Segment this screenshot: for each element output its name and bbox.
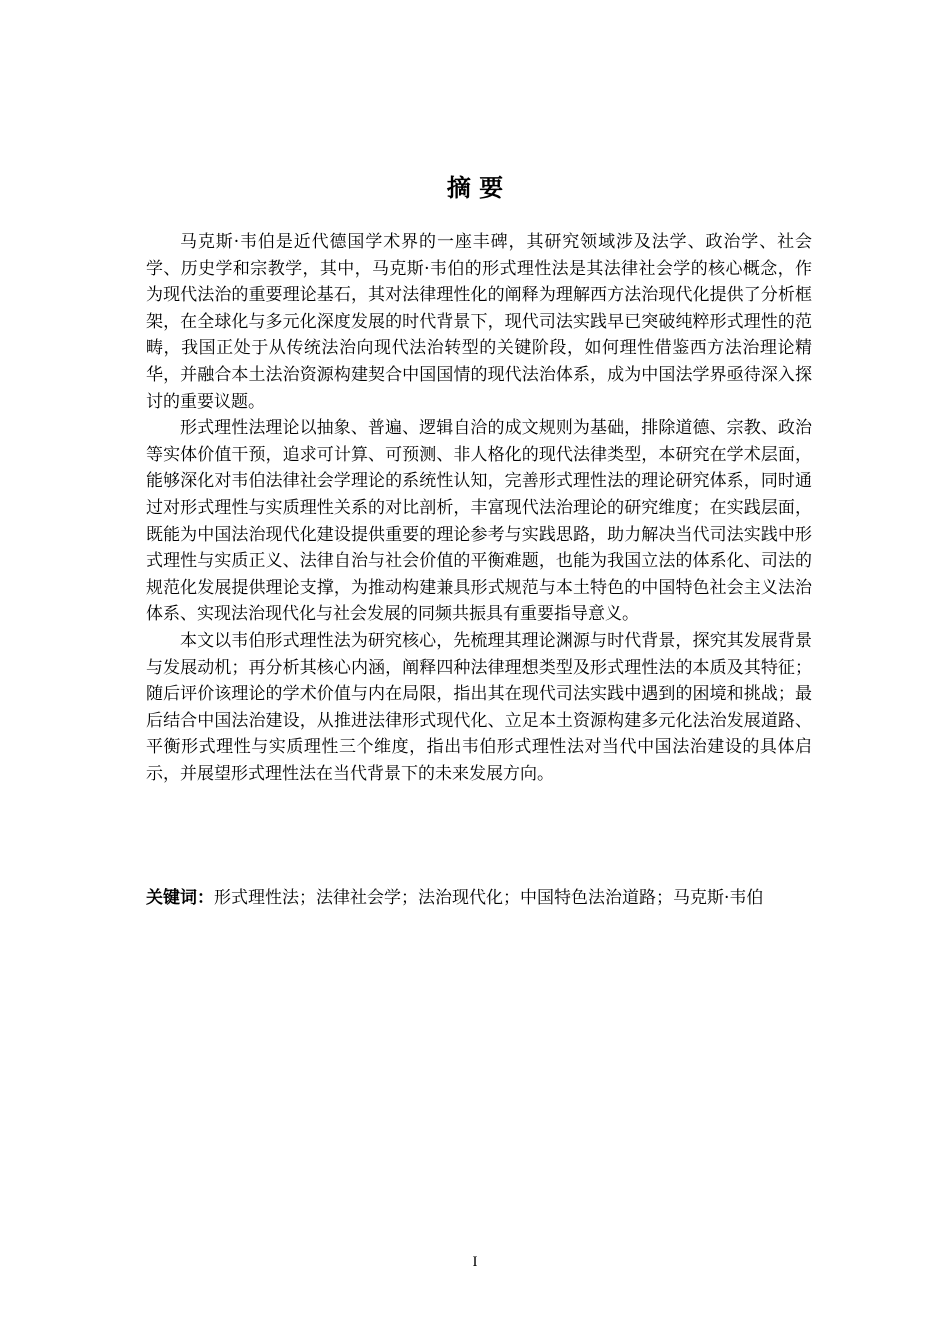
page-number: I bbox=[472, 1254, 478, 1270]
keywords-label: 关键词： bbox=[146, 888, 214, 908]
abstract-title: 摘 要 bbox=[446, 174, 504, 202]
abstract-paragraph-2: 形式理性法理论以抽象、普遍、逻辑自洽的成文规则为基础，排除道德、宗教、政治等实体价值干预，追求可计算、可预测、非人格化的现代法律类型，本研究在学术层面，能够深化对韦伯法律社会学理论的系统性认知，完善形式理性法的理论研究体系，同时通过对形式理性与实质理性关系的对比剖析，丰富现代法治理论的研究维度；在实践层面，既能为中国法治现代化建设提供重要的理论参考与实践思路，助力解决当代司法实践中形式理性与实质正义、法律自治与社会价值的平衡难题，也能为我国立法的体系化、司法的规范化发展提供理论支撑，为推动构建兼具形式规范与本土特色的中国特色社会主义法治体系、实现法治现代化与社会发展的同频共振具有重要指导意义。 bbox=[146, 418, 812, 625]
keywords-line bbox=[146, 885, 812, 912]
keywords-text: 形式理性法；法律社会学；法治现代化；中国特色法治道路；马克斯·韦伯 bbox=[214, 888, 764, 908]
abstract-paragraph-1: 马克斯·韦伯是近代德国学术界的一座丰碑，其研究领域涉及法学、政治学、社会学、历史学和宗教学，其中，马克斯·韦伯的形式理性法是其法律社会学的核心概念，作为现代法治的重要理论基石，其对法律理性化的阐释为理解西方法治现代化提供了分析框架，在全球化与多元化深度发展的时代背景下，现代司法实践早已突破纯粹形式理性的范畴，我国正处于从传统法治向现代法治转型的关键阶段，如何理性借鉴西方法治理论精华，并融合本土法治资源构建契合中国国情的现代法治体系，成为中国法学界亟待深入探讨的重要议题。 bbox=[146, 232, 812, 412]
abstract-paragraph-3: 本文以韦伯形式理性法为研究核心，先梳理其理论渊源与时代背景，探究其发展背景与发展动机；再分析其核心内涵，阐释四种法律理想类型及形式理性法的本质及其特征；随后评价该理论的学术价值与内在局限，指出其在现代司法实践中遇到的困境和挑战；最后结合中国法治建设，从推进法律形式现代化、立足本土资源构建多元化法治发展道路、平衡形式理性与实质理性三个维度，指出韦伯形式理性法对当代中国法治建设的具体启示，并展望形式理性法在当代背景下的未来发展方向。 bbox=[146, 630, 812, 784]
abstract-body bbox=[146, 229, 812, 787]
